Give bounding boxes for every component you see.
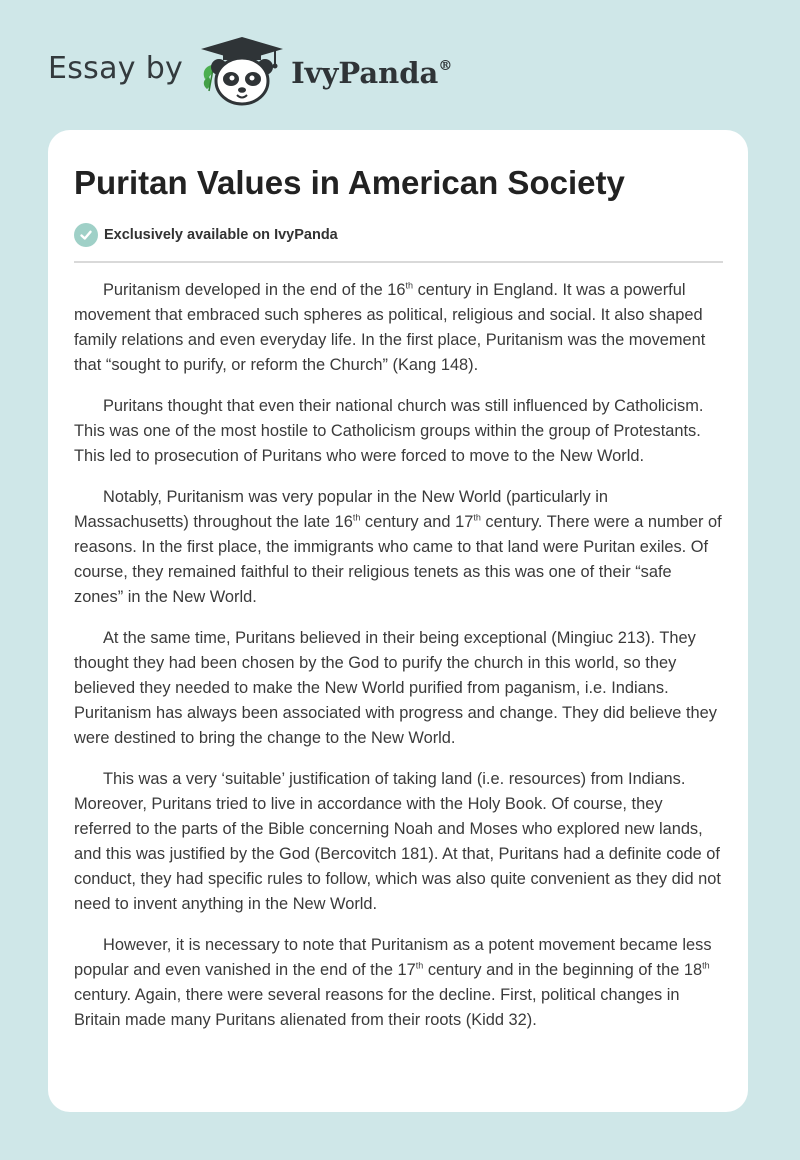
brand-name — [291, 56, 452, 90]
paragraph-text: This was a very ‘suitable’ justification of taking land (i.e. resources) from Indians. Moreover, Puritans tried to live in accordance with the Holy Book. Of course, they referred to the parts of the Bible concerning Noah and Moses who explored new lands, and this was justified by the God (Bercovitch 181). At that, Puritans had a definite code of conduct, they had specific rules to follow, which was also quite convenient as they did not need to invent anything in the New World. — [74, 770, 721, 913]
paragraph — [74, 485, 724, 610]
superscript: th — [415, 960, 424, 971]
registered-mark: ® — [438, 58, 453, 74]
paragraph — [74, 278, 724, 378]
essay-by-label: Essay by — [48, 50, 184, 86]
paragraph-text: century and in the beginning of the 18 — [423, 961, 703, 979]
check-circle-icon — [74, 223, 98, 247]
title-divider — [74, 261, 723, 263]
paragraph — [74, 933, 724, 1033]
essay-title: Puritan Values in American Society — [74, 164, 625, 201]
superscript: th — [405, 280, 414, 291]
exclusive-badge-label: Exclusively available on IvyPanda — [104, 227, 338, 243]
paragraph-text: century. Again, there were several reasons for the decline. First, political changes in Britain made many Puritans alienated from their roots (Kidd 32). — [74, 986, 680, 1029]
site-header — [48, 36, 452, 106]
paragraph-text: century. There were a number of reasons. In the first place, the immigrants who came to that land were Puritan exiles. Of course, they remained faithful to their religious tenets as this was one of their “safe zones” in the New World. — [74, 513, 722, 606]
paragraph-text: century and 17 — [360, 513, 474, 531]
paragraph — [74, 767, 724, 917]
paragraph-text: Puritans thought that even their national church was still influenced by Catholicism. This was one of the most hostile to Catholicism groups within the group of Protestants. This led to prosecution of Puritans who were forced to move to the New World. — [74, 397, 704, 465]
exclusive-badge — [74, 222, 338, 248]
paragraph-text: However, it is necessary to note that Puritanism as a potent movement became less popular and even vanished in the end of the 17 — [74, 936, 712, 979]
paragraph-text: Notably, Puritanism was very popular in the New World (particularly in Massachusetts) throughout the late 16 — [74, 488, 608, 531]
brand-label: IvyPanda — [291, 56, 439, 90]
paragraph — [74, 626, 724, 751]
superscript: th — [473, 512, 481, 523]
superscript: th — [352, 512, 361, 523]
paragraph-text: At the same time, Puritans believed in their being exceptional (Mingiuc 213). They thought they had been chosen by the God to purify the church in this world, so they believed they needed to make the New World purified from paganism, i.e. Indians. Puritanism has always been associated with progress and change. They did believe they were destined to bring the change to the New World. — [74, 629, 717, 747]
essay-card — [48, 130, 748, 1112]
essay-body — [74, 278, 724, 1049]
panda-graduate-logo-icon — [199, 35, 285, 107]
paragraph — [74, 394, 724, 469]
paragraph-text: Puritanism developed in the end of the 16 — [103, 281, 406, 299]
paragraph-text: century in England. It was a powerful movement that embraced such spheres as political, religious and social. It also shaped family relations and even everyday life. In the first place, Puritanism was the movement that “sought to purify, or reform the Church” (Kang 148). — [74, 281, 706, 374]
superscript: th — [702, 960, 710, 971]
